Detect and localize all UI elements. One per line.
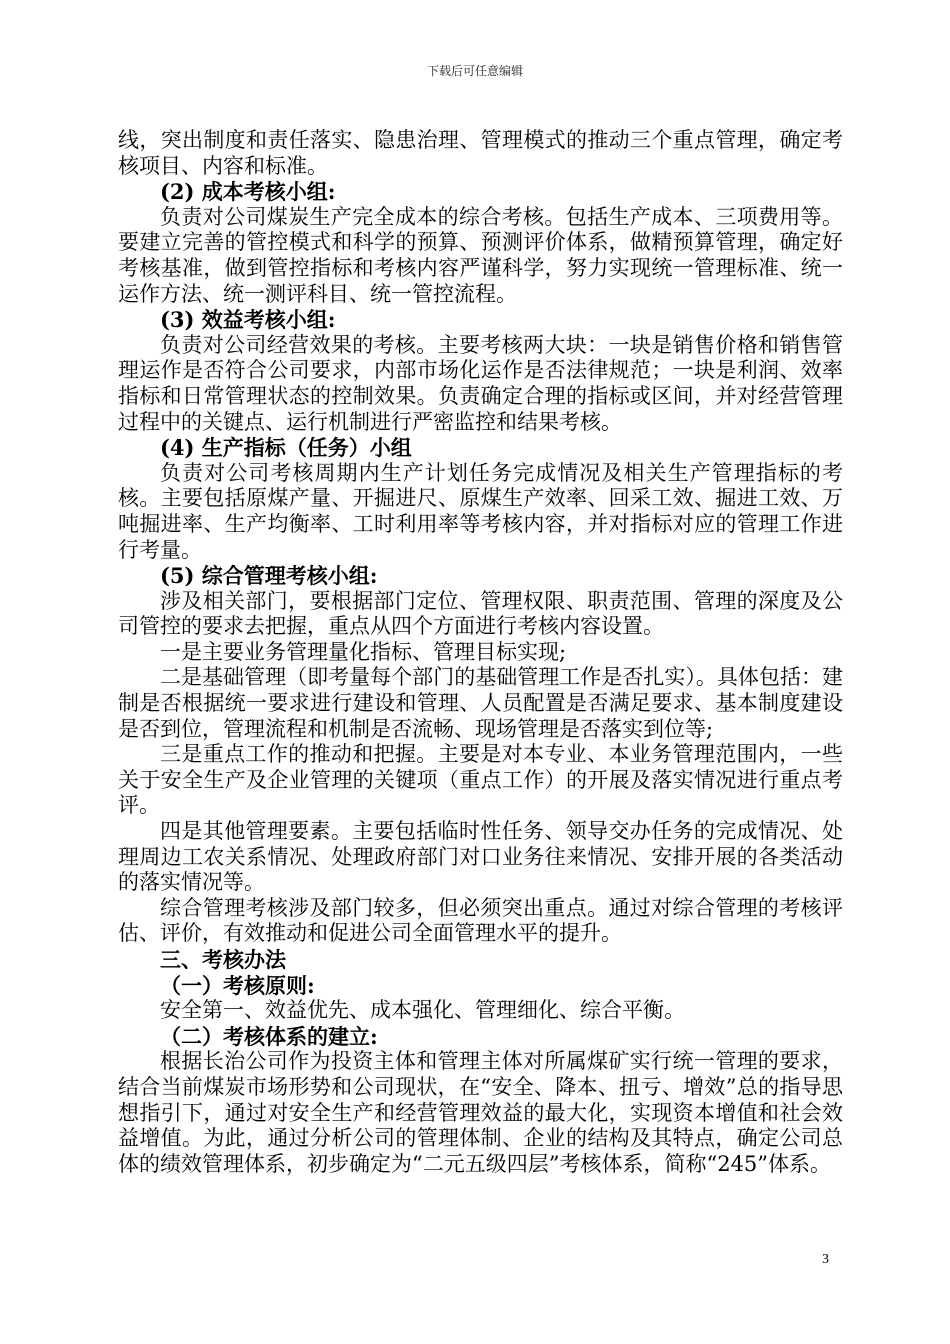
body-paragraph: 根据长治公司作为投资主体和管理主体对所属煤矿实行统一管理的要求，结合当前煤炭市场形势和公司现状，在“安全、降本、扭亏、增效”总的指导思想指引下，通过对安全生产和经营管理效益的最大化，实现资本增值和社会效益增值。为此，通过分析公司的管理体制、企业的结构及其特点，确定公司总体的绩效管理体系，初步确定为“二元五级四层”考核体系，简称“245”体系。 [118,1049,843,1176]
section-heading: (4) 生产指标（任务）小组 [160,435,412,461]
body-paragraph: 一是主要业务管理量化指标、管理目标实现; [160,639,567,664]
section-heading: （二）考核体系的建立: [160,1023,378,1049]
body-paragraph: 四是其他管理要素。主要包括临时性任务、领导交办任务的完成情况、处理周边工农关系情况、处理政府部门对口业务往来情况、安排开展的各类活动的落实情况等。 [118,819,843,895]
body-paragraph: 线，突出制度和责任落实、隐患治理、管理模式的推动三个重点管理，确定考核项目、内容和标准。 [118,128,843,178]
body-paragraph: 涉及相关部门，要根据部门定位、管理权限、职责范围、管理的深度及公司管控的要求去把握，重点从四个方面进行考核内容设置。 [118,588,843,639]
body-paragraph: 三是重点工作的推动和把握。主要是对本专业、本业务管理范围内，一些关于安全生产及企业管理的关键项（重点工作）的开展及落实情况进行重点考评。 [118,742,843,818]
section-heading: (2) 成本考核小组: [160,179,336,205]
body-paragraph: 二是基础管理（即考量每个部门的基础管理工作是否扎实）。具体包括：建制是否根据统一要求进行建设和管理、人员配置是否满足要求、基本制度建设是否到位，管理流程和机制是否流畅、现场管理是否落实到位等; [118,665,843,741]
document-body [118,128,843,1177]
section-heading: (5) 综合管理考核小组: [160,563,378,589]
section-heading: （一）考核原则: [160,972,315,998]
body-paragraph: 安全第一、效益优先、成本强化、管理细化、综合平衡。 [160,998,685,1023]
section-heading: (3) 效益考核小组: [160,307,336,333]
body-paragraph: 负责对公司经营效果的考核。主要考核两大块：一块是销售价格和销售管理运作是否符合公司要求，内部市场化运作是否法律规范；一块是利润、效率指标和日常管理状态的控制效果。负责确定合理的指标或区间，并对经营管理过程中的关键点、运行机制进行严密监控和结果考核。 [118,332,843,434]
section-heading: 三、考核办法 [160,947,286,972]
page-number: 3 [822,1252,829,1267]
page-header: 下载后可任意编辑 [426,64,523,78]
body-paragraph: 综合管理考核涉及部门较多，但必须突出重点。通过对综合管理的考核评估、评价，有效推动和促进公司全面管理水平的提升。 [118,895,843,946]
body-paragraph: 负责对公司考核周期内生产计划任务完成情况及相关生产管理指标的考核。主要包括原煤产量、开掘进尺、原煤生产效率、回采工效、掘进工效、万吨掘进率、生产均衡率、工时利用率等考核内容，并对指标对应的管理工作进行考量。 [118,460,843,562]
body-paragraph: 负责对公司煤炭生产完全成本的综合考核。包括生产成本、三项费用等。要建立完善的管控模式和科学的预算、预测评价体系，做精预算管理，确定好考核基准，做到管控指标和考核内容严谨科学，努力实现统一管理标准、统一运作方法、统一测评科目、统一管控流程。 [118,204,843,306]
